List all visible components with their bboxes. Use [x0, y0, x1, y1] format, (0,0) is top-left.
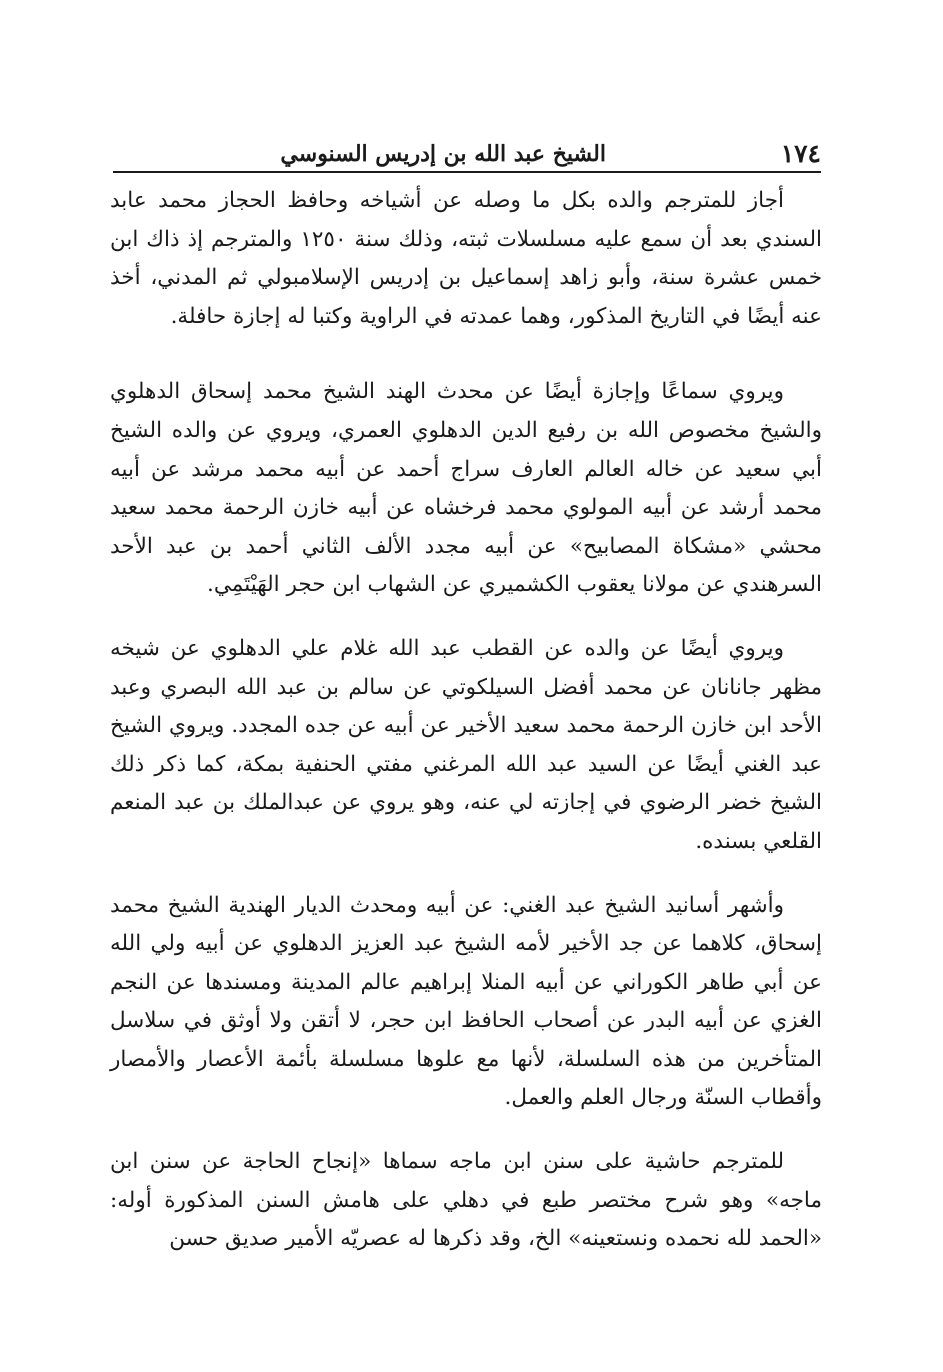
body-text	[110, 182, 822, 1259]
paragraph-riwayah-sama: ويروي سماعًا وإجازة أيضًا عن محدث الهند الشيخ محمد إسحاق الدهلوي والشيخ مخصوص الله بن رفيع الدين الدهلوي العمري، ويروي عن والده الشيخ أبي سعيد عن خاله العالم العارف سراج أحمد عن أبيه محمد مرشد عن أبيه محمد أرشد عن أبيه المولوي محمد فرخشاه عن أبيه خازن الرحمة محمد سعيد محشي «مشكاة المصابيح» عن أبيه مجدد الألف الثاني أحمد بن عبد الأحد السرهندي عن مولانا يعقوب الكشميري عن الشهاب ابن حجر الهَيْتَمِي.	[110, 379, 822, 598]
paragraph-asanid: وأشهر أسانيد الشيخ عبد الغني: عن أبيه ومحدث الديار الهندية الشيخ محمد إسحاق، كلاهما عن جد الأخير لأمه الشيخ عبد العزيز الدهلوي عن أبيه ولي الله عن أبي طاهر الكوراني عن أبيه المنلا إبراهيم عالم المدينة ومسندها عن النجم الغزي عن أبيه البدر عن أصحاب الحافظ ابن حجر، لا أتقن ولا أوثق في سلاسل المتأخرين من هذه السلسلة، لأنها مع علوها مسلسلة بأئمة الأعصار والأمصار وأقطاب السنّة ورجال العلم والعمل.	[110, 892, 822, 1111]
paragraph-ijazah-father: أجاز للمترجم والده بكل ما وصله عن أشياخه وحافظ الحجاز محمد عابد السندي بعد أن سمع عليه مسلسلات ثبته، وذلك سنة ١٢٥٠ والمترجم إذ ذاك ابن خمس عشرة سنة، وأبو زاهد إسماعيل بن إدريس الإسلامبولي ثم المدني، أخذ عنه أيضًا في التاريخ المذكور، وهما عمدته في الراوية وكتبا له إجازة حافلة.	[110, 188, 822, 329]
page-number: ١٧٤	[780, 139, 821, 168]
paragraph-hashiyah: للمترجم حاشية على سنن ابن ماجه سماها «إنجاح الحاجة عن سنن ابن ماجه» وهو شرح مختصر طبع في دهلي على هامش السنن المذكورة أوله: «الحمد لله نحمده ونستعينه» الخ، وقد ذكرها له عصريّه الأمير صديق حسن	[110, 1149, 822, 1252]
header-rule	[113, 171, 821, 173]
paragraph-riwayah-qutb: ويروي أيضًا عن والده عن القطب عبد الله غلام علي الدهلوي عن شيخه مظهر جانانان عن محمد أفضل السيلكوتي عن سالم بن عبد الله البصري وعبد الأحد ابن خازن الرحمة محمد سعيد الأخير عن أبيه عن جده المجدد. ويروي الشيخ عبد الغني أيضًا عن السيد عبد الله المرغني مفتي الحنفية بمكة، كما ذكر ذلك الشيخ خضر الرضوي في إجازته لي عنه، وهو يروي عن عبدالملك بن عبد المنعم القلعي بسنده.	[110, 635, 822, 854]
running-title: الشيخ عبد الله بن إدريس السنوسي	[280, 141, 606, 167]
running-header	[113, 136, 821, 172]
